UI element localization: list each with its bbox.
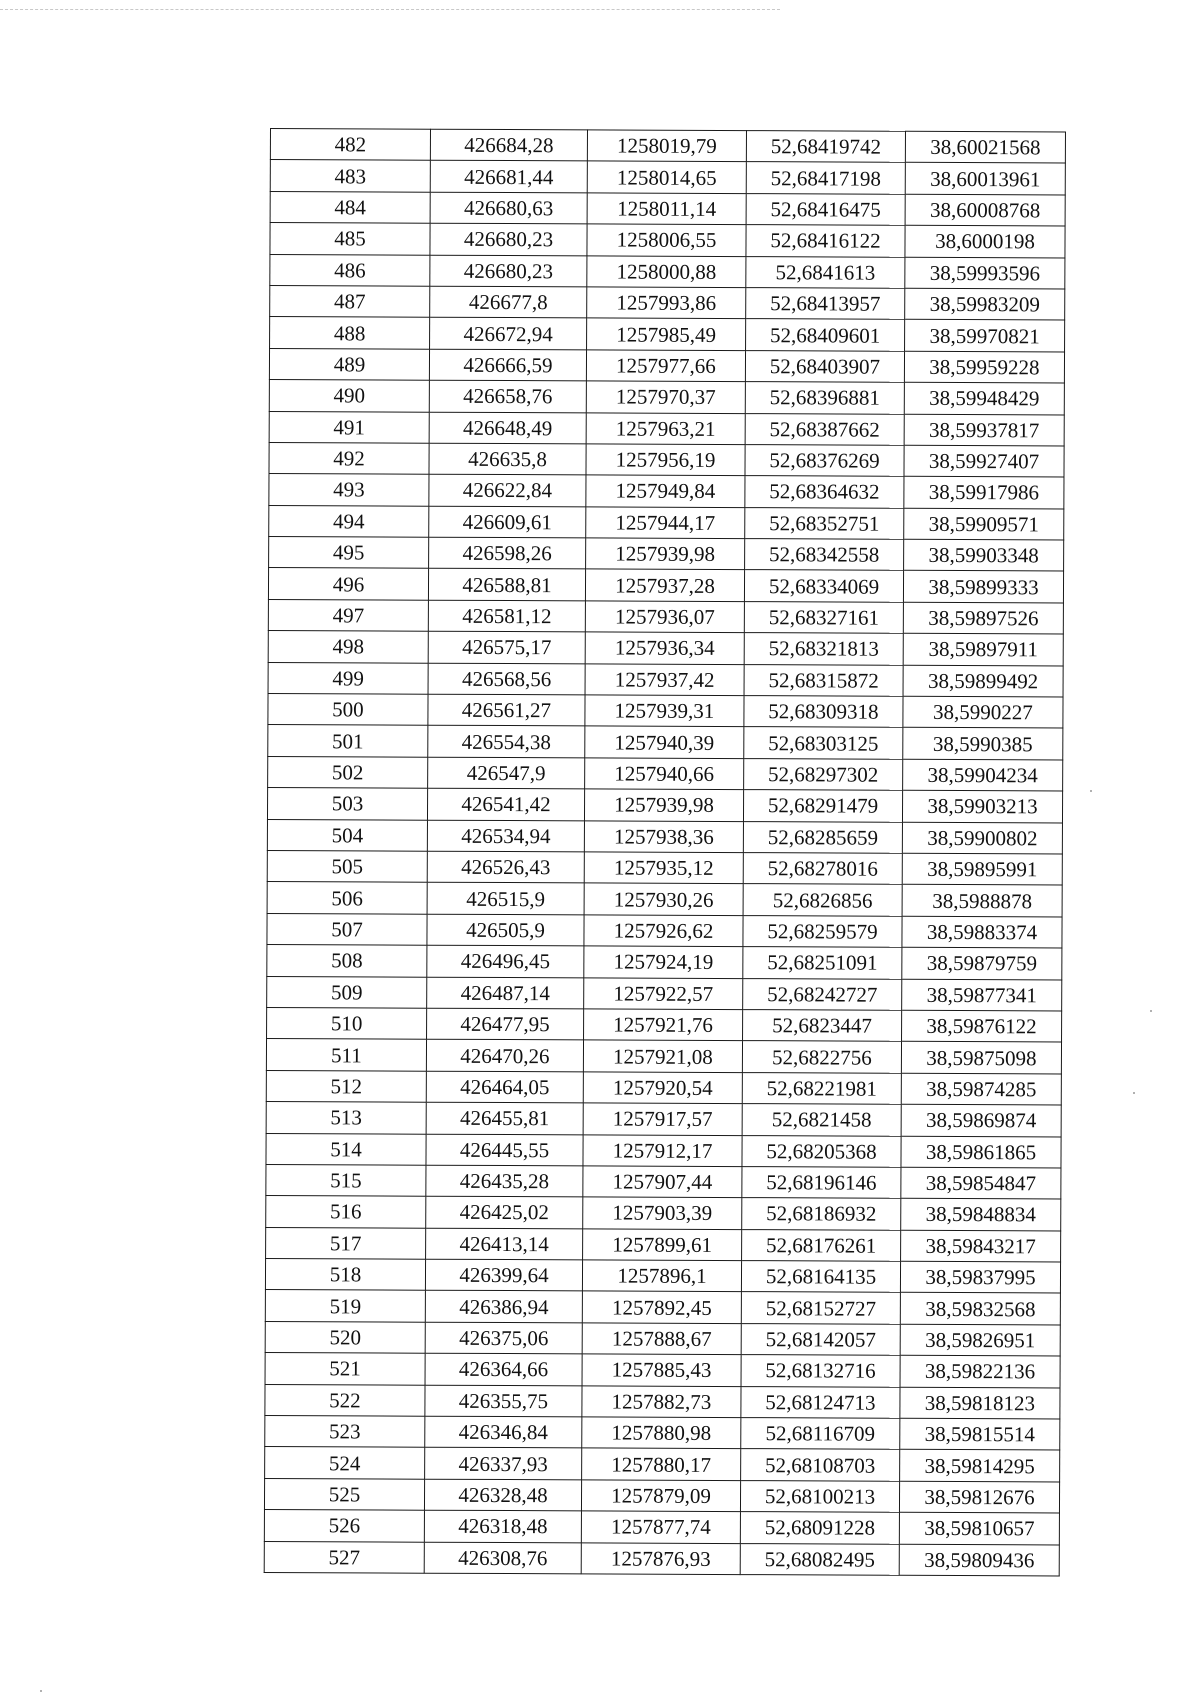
longitude-cell: 38,59899492 <box>903 665 1063 697</box>
latitude-cell: 52,68132716 <box>741 1355 900 1387</box>
point-number-cell: 495 <box>269 537 429 569</box>
point-number-cell: 501 <box>268 725 428 757</box>
x-coordinate-cell: 426622,84 <box>429 474 586 506</box>
x-coordinate-cell: 426684,28 <box>430 129 587 161</box>
table-row <box>270 285 1065 320</box>
longitude-cell: 38,59848834 <box>901 1199 1061 1231</box>
scan-artifact-line <box>0 9 780 10</box>
point-number-cell: 522 <box>265 1384 425 1416</box>
y-coordinate-cell: 1257877,74 <box>581 1511 740 1543</box>
longitude-cell: 38,60021568 <box>905 131 1065 163</box>
point-number-cell: 524 <box>265 1447 425 1479</box>
point-number-cell: 511 <box>266 1039 426 1071</box>
point-number-cell: 523 <box>265 1416 425 1448</box>
point-number-cell: 485 <box>270 223 430 255</box>
point-number-cell: 486 <box>270 254 430 286</box>
table-row <box>265 1321 1060 1356</box>
latitude-cell: 52,68413957 <box>746 288 905 320</box>
point-number-cell: 507 <box>267 913 427 945</box>
table-row <box>266 1102 1061 1137</box>
longitude-cell: 38,59854847 <box>901 1167 1061 1199</box>
table-row <box>264 1510 1059 1545</box>
latitude-cell: 52,68315872 <box>744 664 903 696</box>
x-coordinate-cell: 426515,9 <box>427 883 584 915</box>
y-coordinate-cell: 1257993,86 <box>587 287 746 319</box>
longitude-cell: 38,60008768 <box>905 194 1065 226</box>
x-coordinate-cell: 426681,44 <box>430 161 587 193</box>
table-row <box>265 1290 1060 1325</box>
latitude-cell: 52,68403907 <box>745 350 904 382</box>
y-coordinate-cell: 1258006,55 <box>587 224 746 256</box>
longitude-cell: 38,59861865 <box>901 1136 1061 1168</box>
longitude-cell: 38,59809436 <box>899 1544 1059 1576</box>
longitude-cell: 38,59812676 <box>899 1481 1059 1513</box>
table-row <box>269 348 1064 383</box>
longitude-cell: 38,60013961 <box>905 163 1065 195</box>
longitude-cell: 38,59843217 <box>901 1230 1061 1262</box>
x-coordinate-cell: 426672,94 <box>430 318 587 350</box>
x-coordinate-cell: 426318,48 <box>424 1510 581 1542</box>
point-number-cell: 482 <box>270 129 430 161</box>
y-coordinate-cell: 1258011,14 <box>587 193 746 225</box>
x-coordinate-cell: 426609,61 <box>429 506 586 538</box>
x-coordinate-cell: 426575,17 <box>428 631 585 663</box>
point-number-cell: 487 <box>270 285 430 317</box>
point-number-cell: 498 <box>268 631 428 663</box>
y-coordinate-cell: 1257885,43 <box>582 1354 741 1386</box>
x-coordinate-cell: 426581,12 <box>428 600 585 632</box>
scan-speck <box>1133 1092 1135 1094</box>
x-coordinate-cell: 426648,49 <box>429 412 586 444</box>
point-number-cell: 488 <box>270 317 430 349</box>
y-coordinate-cell: 1257930,26 <box>584 883 743 915</box>
y-coordinate-cell: 1257940,66 <box>585 758 744 790</box>
y-coordinate-cell: 1257907,44 <box>583 1166 742 1198</box>
table-row <box>268 599 1063 634</box>
table-row <box>270 223 1065 258</box>
table-row <box>270 160 1065 195</box>
point-number-cell: 491 <box>269 411 429 443</box>
table-row <box>268 631 1063 666</box>
y-coordinate-cell: 1257937,42 <box>585 664 744 696</box>
latitude-cell: 52,68108703 <box>741 1449 900 1481</box>
latitude-cell: 52,68387662 <box>745 413 904 445</box>
longitude-cell: 38,59993596 <box>905 257 1065 289</box>
x-coordinate-cell: 426308,76 <box>424 1542 581 1574</box>
longitude-cell: 38,59917986 <box>904 477 1064 509</box>
point-number-cell: 496 <box>268 568 428 600</box>
latitude-cell: 52,68321813 <box>744 633 903 665</box>
x-coordinate-cell: 426568,56 <box>428 663 585 695</box>
table-row <box>268 694 1063 729</box>
latitude-cell: 52,68303125 <box>744 727 903 759</box>
scan-speck <box>40 1690 42 1692</box>
table-row <box>267 788 1062 823</box>
latitude-cell: 52,68100213 <box>740 1480 899 1512</box>
latitude-cell: 52,68142057 <box>741 1323 900 1355</box>
longitude-cell: 38,5990385 <box>903 728 1063 760</box>
point-number-cell: 518 <box>265 1259 425 1291</box>
y-coordinate-cell: 1257936,34 <box>585 632 744 664</box>
longitude-cell: 38,59822136 <box>900 1355 1060 1387</box>
latitude-cell: 52,68334069 <box>744 570 903 602</box>
longitude-cell: 38,59909571 <box>904 508 1064 540</box>
table-row <box>265 1353 1060 1388</box>
point-number-cell: 504 <box>267 819 427 851</box>
table-row <box>266 1133 1061 1168</box>
table-row <box>264 1541 1059 1576</box>
y-coordinate-cell: 1257903,39 <box>583 1197 742 1229</box>
longitude-cell: 38,59937817 <box>904 414 1064 446</box>
latitude-cell: 52,6822756 <box>742 1041 901 1073</box>
point-number-cell: 519 <box>265 1290 425 1322</box>
longitude-cell: 38,59814295 <box>900 1450 1060 1482</box>
point-number-cell: 490 <box>269 380 429 412</box>
longitude-cell: 38,59904234 <box>903 759 1063 791</box>
x-coordinate-cell: 426680,23 <box>430 255 587 287</box>
y-coordinate-cell: 1257938,36 <box>584 820 743 852</box>
point-number-cell: 515 <box>266 1164 426 1196</box>
y-coordinate-cell: 1257921,08 <box>583 1040 742 1072</box>
longitude-cell: 38,59948429 <box>904 382 1064 414</box>
table-row <box>270 191 1065 226</box>
latitude-cell: 52,6823447 <box>743 1010 902 1042</box>
coordinates-table-body <box>264 129 1065 1576</box>
latitude-cell: 52,68186932 <box>742 1198 901 1230</box>
table-row <box>269 505 1064 540</box>
y-coordinate-cell: 1258014,65 <box>587 161 746 193</box>
point-number-cell: 509 <box>267 976 427 1008</box>
x-coordinate-cell: 426598,26 <box>429 537 586 569</box>
y-coordinate-cell: 1257896,1 <box>582 1260 741 1292</box>
longitude-cell: 38,59983209 <box>905 288 1065 320</box>
latitude-cell: 52,68352751 <box>745 507 904 539</box>
x-coordinate-cell: 426364,66 <box>425 1353 582 1385</box>
y-coordinate-cell: 1257921,76 <box>584 1009 743 1041</box>
longitude-cell: 38,59826951 <box>900 1324 1060 1356</box>
x-coordinate-cell: 426680,63 <box>430 192 587 224</box>
point-number-cell: 484 <box>270 191 430 223</box>
x-coordinate-cell: 426635,8 <box>429 443 586 475</box>
point-number-cell: 512 <box>266 1070 426 1102</box>
longitude-cell: 38,59876122 <box>902 1010 1062 1042</box>
y-coordinate-cell: 1257882,73 <box>582 1385 741 1417</box>
latitude-cell: 52,68091228 <box>740 1512 899 1544</box>
latitude-cell: 52,68419742 <box>746 131 905 163</box>
table-row <box>268 725 1063 760</box>
table-row <box>265 1259 1060 1294</box>
point-number-cell: 505 <box>267 850 427 882</box>
latitude-cell: 52,68416475 <box>746 193 905 225</box>
x-coordinate-cell: 426355,75 <box>425 1385 582 1417</box>
x-coordinate-cell: 426375,06 <box>425 1322 582 1354</box>
longitude-cell: 38,59895991 <box>902 853 1062 885</box>
table-row <box>266 1164 1061 1199</box>
y-coordinate-cell: 1257949,84 <box>586 475 745 507</box>
point-number-cell: 516 <box>266 1196 426 1228</box>
x-coordinate-cell: 426386,94 <box>425 1291 582 1323</box>
y-coordinate-cell: 1257939,31 <box>585 695 744 727</box>
latitude-cell: 52,68327161 <box>744 601 903 633</box>
x-coordinate-cell: 426526,43 <box>427 851 584 883</box>
latitude-cell: 52,68416122 <box>746 225 905 257</box>
longitude-cell: 38,59875098 <box>901 1042 1061 1074</box>
table-row <box>268 756 1063 791</box>
x-coordinate-cell: 426561,27 <box>428 694 585 726</box>
y-coordinate-cell: 1257985,49 <box>587 318 746 350</box>
y-coordinate-cell: 1257922,57 <box>584 977 743 1009</box>
longitude-cell: 38,59903348 <box>904 539 1064 571</box>
longitude-cell: 38,59900802 <box>902 822 1062 854</box>
point-number-cell: 526 <box>264 1510 424 1542</box>
point-number-cell: 527 <box>264 1541 424 1573</box>
y-coordinate-cell: 1257956,19 <box>586 444 745 476</box>
latitude-cell: 52,6821458 <box>742 1104 901 1136</box>
y-coordinate-cell: 1257876,93 <box>581 1542 740 1574</box>
table-row <box>266 1070 1061 1105</box>
table-row <box>265 1416 1060 1451</box>
y-coordinate-cell: 1257939,98 <box>586 538 745 570</box>
y-coordinate-cell: 1257880,98 <box>582 1417 741 1449</box>
table-row <box>270 317 1065 352</box>
longitude-cell: 38,59883374 <box>902 916 1062 948</box>
point-number-cell: 517 <box>266 1227 426 1259</box>
table-row <box>264 1478 1059 1513</box>
latitude-cell: 52,68278016 <box>743 853 902 885</box>
x-coordinate-cell: 426487,14 <box>427 977 584 1009</box>
table-row <box>269 380 1064 415</box>
longitude-cell: 38,59927407 <box>904 445 1064 477</box>
y-coordinate-cell: 1257888,67 <box>582 1323 741 1355</box>
longitude-cell: 38,59899333 <box>903 571 1063 603</box>
x-coordinate-cell: 426399,64 <box>425 1259 582 1291</box>
longitude-cell: 38,5988878 <box>902 885 1062 917</box>
x-coordinate-cell: 426666,59 <box>429 349 586 381</box>
x-coordinate-cell: 426413,14 <box>426 1228 583 1260</box>
table-row <box>267 882 1062 917</box>
latitude-cell: 52,68291479 <box>743 790 902 822</box>
point-number-cell: 489 <box>269 348 429 380</box>
y-coordinate-cell: 1257944,17 <box>586 507 745 539</box>
latitude-cell: 52,68116709 <box>741 1418 900 1450</box>
point-number-cell: 525 <box>264 1478 424 1510</box>
y-coordinate-cell: 1257926,62 <box>584 915 743 947</box>
table-row <box>269 411 1064 446</box>
y-coordinate-cell: 1257939,98 <box>584 789 743 821</box>
latitude-cell: 52,68376269 <box>745 444 904 476</box>
longitude-cell: 38,59837995 <box>900 1261 1060 1293</box>
table-row <box>267 976 1062 1011</box>
point-number-cell: 492 <box>269 442 429 474</box>
x-coordinate-cell: 426680,23 <box>430 223 587 255</box>
latitude-cell: 52,68164135 <box>741 1261 900 1293</box>
scan-speck <box>1090 790 1092 792</box>
longitude-cell: 38,59818123 <box>900 1387 1060 1419</box>
latitude-cell: 52,68176261 <box>742 1229 901 1261</box>
longitude-cell: 38,59903213 <box>902 790 1062 822</box>
x-coordinate-cell: 426541,42 <box>427 788 584 820</box>
point-number-cell: 493 <box>269 474 429 506</box>
y-coordinate-cell: 1257899,61 <box>583 1229 742 1261</box>
x-coordinate-cell: 426658,76 <box>429 380 586 412</box>
y-coordinate-cell: 1257935,12 <box>584 852 743 884</box>
x-coordinate-cell: 426505,9 <box>427 914 584 946</box>
table-row <box>269 442 1064 477</box>
latitude-cell: 52,68124713 <box>741 1386 900 1418</box>
point-number-cell: 500 <box>268 694 428 726</box>
table-row <box>269 537 1064 572</box>
longitude-cell: 38,5990227 <box>903 696 1063 728</box>
latitude-cell: 52,68196146 <box>742 1166 901 1198</box>
y-coordinate-cell: 1257892,45 <box>582 1291 741 1323</box>
longitude-cell: 38,59815514 <box>900 1418 1060 1450</box>
table-row <box>266 1039 1061 1074</box>
latitude-cell: 52,6841613 <box>746 256 905 288</box>
x-coordinate-cell: 426445,55 <box>426 1134 583 1166</box>
latitude-cell: 52,68396881 <box>745 382 904 414</box>
table-row <box>267 945 1062 980</box>
x-coordinate-cell: 426534,94 <box>427 820 584 852</box>
x-coordinate-cell: 426470,26 <box>426 1040 583 1072</box>
latitude-cell: 52,68221981 <box>742 1072 901 1104</box>
x-coordinate-cell: 426547,9 <box>428 757 585 789</box>
latitude-cell: 52,68297302 <box>744 758 903 790</box>
x-coordinate-cell: 426435,28 <box>426 1165 583 1197</box>
latitude-cell: 52,68205368 <box>742 1135 901 1167</box>
table-row <box>268 662 1063 697</box>
longitude-cell: 38,59897526 <box>903 602 1063 634</box>
latitude-cell: 52,68342558 <box>745 539 904 571</box>
y-coordinate-cell: 1257879,09 <box>581 1480 740 1512</box>
y-coordinate-cell: 1257920,54 <box>583 1072 742 1104</box>
table-row <box>268 568 1063 603</box>
longitude-cell: 38,6000198 <box>905 225 1065 257</box>
longitude-cell: 38,59970821 <box>905 320 1065 352</box>
x-coordinate-cell: 426477,95 <box>427 1008 584 1040</box>
x-coordinate-cell: 426554,38 <box>428 726 585 758</box>
latitude-cell: 52,68409601 <box>746 319 905 351</box>
table-row <box>266 1227 1061 1262</box>
latitude-cell: 52,68285659 <box>743 821 902 853</box>
latitude-cell: 52,6826856 <box>743 884 902 916</box>
y-coordinate-cell: 1257917,57 <box>583 1103 742 1135</box>
table-row <box>267 819 1062 854</box>
point-number-cell: 520 <box>265 1321 425 1353</box>
latitude-cell: 52,68364632 <box>745 476 904 508</box>
longitude-cell: 38,59959228 <box>904 351 1064 383</box>
y-coordinate-cell: 1257940,39 <box>585 726 744 758</box>
longitude-cell: 38,59877341 <box>902 979 1062 1011</box>
coordinates-table <box>264 128 1066 1576</box>
x-coordinate-cell: 426677,8 <box>430 286 587 318</box>
point-number-cell: 514 <box>266 1133 426 1165</box>
point-number-cell: 499 <box>268 662 428 694</box>
x-coordinate-cell: 426496,45 <box>427 945 584 977</box>
y-coordinate-cell: 1257937,28 <box>585 569 744 601</box>
longitude-cell: 38,59810657 <box>899 1512 1059 1544</box>
y-coordinate-cell: 1257936,07 <box>585 601 744 633</box>
scan-speck <box>1150 1010 1152 1012</box>
table-row <box>269 474 1064 509</box>
point-number-cell: 502 <box>268 756 428 788</box>
x-coordinate-cell: 426455,81 <box>426 1102 583 1134</box>
y-coordinate-cell: 1257977,66 <box>586 350 745 382</box>
longitude-cell: 38,59879759 <box>902 947 1062 979</box>
table-row <box>265 1384 1060 1419</box>
point-number-cell: 494 <box>269 505 429 537</box>
y-coordinate-cell: 1257963,21 <box>586 412 745 444</box>
longitude-cell: 38,59897911 <box>903 634 1063 666</box>
latitude-cell: 52,68309318 <box>744 696 903 728</box>
table-row <box>265 1447 1060 1482</box>
latitude-cell: 52,68152727 <box>741 1292 900 1324</box>
latitude-cell: 52,68082495 <box>740 1543 899 1575</box>
table-row <box>267 850 1062 885</box>
table-row <box>270 129 1065 164</box>
point-number-cell: 521 <box>265 1353 425 1385</box>
point-number-cell: 497 <box>268 599 428 631</box>
latitude-cell: 52,68259579 <box>743 915 902 947</box>
x-coordinate-cell: 426425,02 <box>426 1196 583 1228</box>
x-coordinate-cell: 426588,81 <box>428 569 585 601</box>
x-coordinate-cell: 426346,84 <box>425 1416 582 1448</box>
table-row <box>266 1196 1061 1231</box>
point-number-cell: 483 <box>270 160 430 192</box>
longitude-cell: 38,59832568 <box>900 1293 1060 1325</box>
y-coordinate-cell: 1257880,17 <box>582 1448 741 1480</box>
x-coordinate-cell: 426337,93 <box>425 1448 582 1480</box>
latitude-cell: 52,68251091 <box>743 947 902 979</box>
table-row <box>267 913 1062 948</box>
point-number-cell: 506 <box>267 882 427 914</box>
x-coordinate-cell: 426328,48 <box>424 1479 581 1511</box>
x-coordinate-cell: 426464,05 <box>426 1071 583 1103</box>
table-row <box>267 1007 1062 1042</box>
latitude-cell: 52,68417198 <box>746 162 905 194</box>
point-number-cell: 508 <box>267 945 427 977</box>
point-number-cell: 510 <box>267 1007 427 1039</box>
latitude-cell: 52,68242727 <box>743 978 902 1010</box>
longitude-cell: 38,59869874 <box>901 1104 1061 1136</box>
point-number-cell: 503 <box>267 788 427 820</box>
y-coordinate-cell: 1257912,17 <box>583 1134 742 1166</box>
y-coordinate-cell: 1258000,88 <box>587 255 746 287</box>
point-number-cell: 513 <box>266 1102 426 1134</box>
y-coordinate-cell: 1257970,37 <box>586 381 745 413</box>
longitude-cell: 38,59874285 <box>901 1073 1061 1105</box>
y-coordinate-cell: 1257924,19 <box>584 946 743 978</box>
table-row <box>270 254 1065 289</box>
y-coordinate-cell: 1258019,79 <box>587 130 746 162</box>
